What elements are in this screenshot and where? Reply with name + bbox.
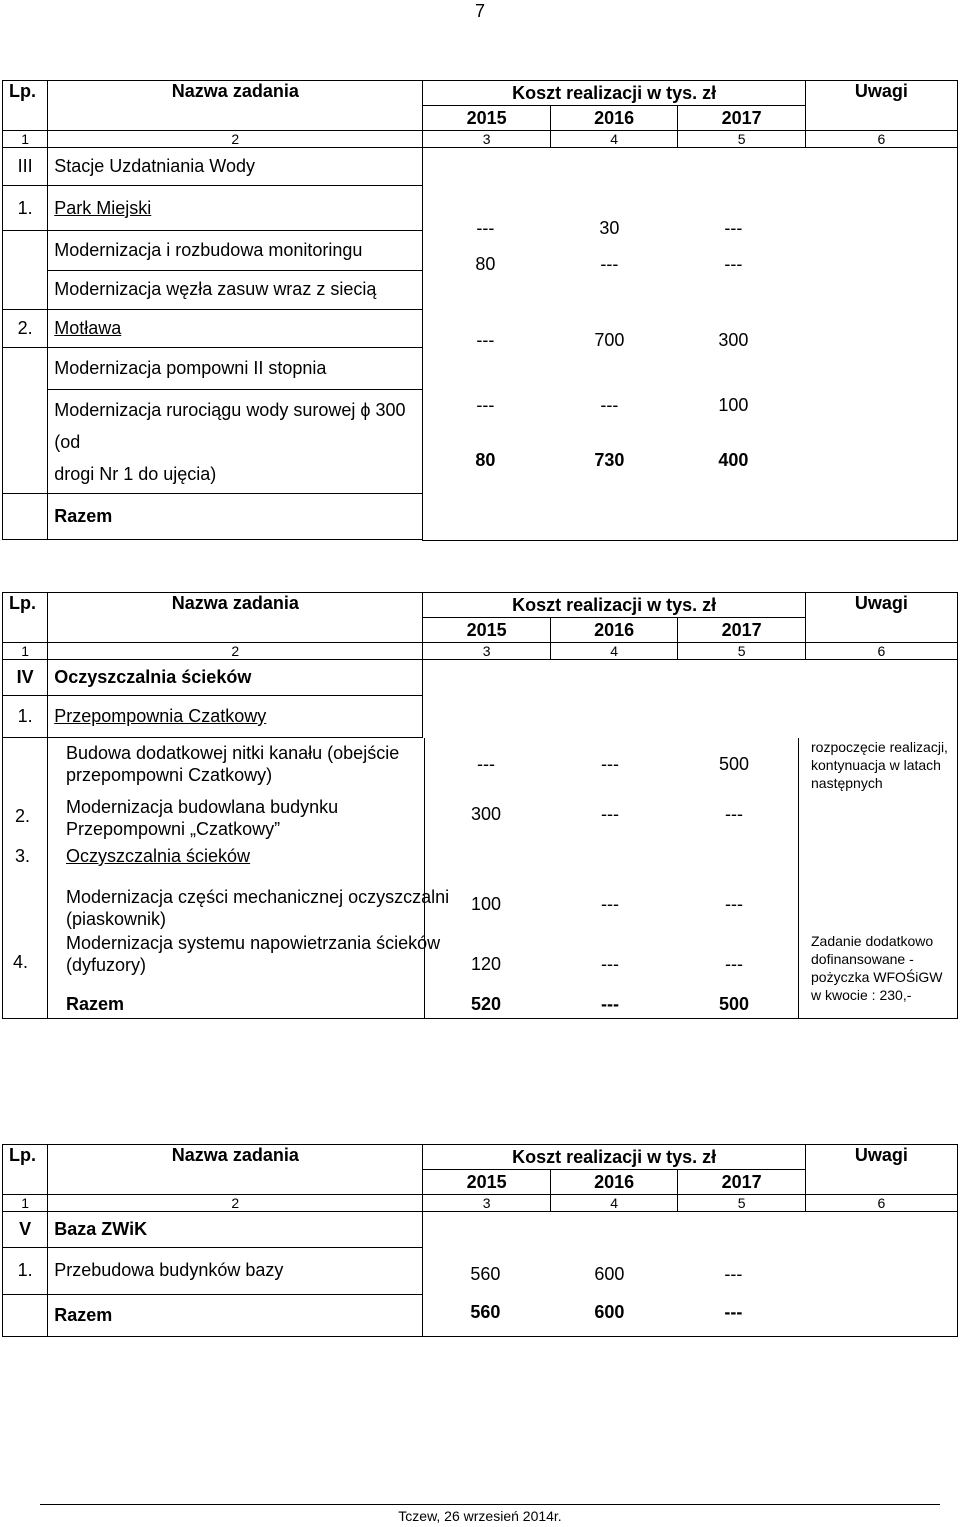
task-name-line: Modernizacja części mechanicznej oczyszczalni [66, 887, 450, 907]
col-num: 2 [48, 1195, 423, 1212]
group-title: Przepompownia Czatkowy [48, 696, 423, 738]
group-title: Oczyszczalnia ścieków [66, 846, 251, 866]
header-year: 2015 [423, 618, 550, 643]
task-name-line: (dyfuzory) [66, 955, 147, 975]
header-notes: Uwagi [805, 81, 957, 131]
cell-value: --- [725, 804, 743, 824]
cell-value: 120 [470, 954, 502, 974]
cell-value: --- [601, 804, 619, 824]
note-line: kontynuacja w latach [811, 757, 941, 773]
group-number: 1. [3, 186, 48, 231]
cell-value: --- [725, 954, 743, 974]
col-num: 3 [423, 643, 550, 660]
values-area [423, 148, 958, 541]
cell-value: --- [600, 254, 619, 274]
header-cost: Koszt realizacji w tys. zł [423, 1145, 805, 1170]
col-num: 5 [678, 1195, 805, 1212]
footer-place-date: Tczew, 26 wrzesień 2014r. [398, 1508, 562, 1524]
section-row [3, 148, 958, 186]
header-lp: Lp. [3, 1145, 48, 1195]
total-value: 730 [594, 450, 625, 470]
total-value: 80 [475, 450, 496, 470]
total-label: Razem [48, 1294, 423, 1336]
task-name-line: (piaskownik) [66, 909, 167, 929]
col-num: 2 [48, 643, 423, 660]
section-number: V [3, 1212, 48, 1248]
header-notes: Uwagi [805, 1145, 957, 1195]
task-name-line: Modernizacja systemu napowietrzania ścieków [66, 933, 441, 953]
section-row [3, 660, 958, 696]
header-year: 2015 [423, 106, 550, 131]
header-notes: Uwagi [805, 593, 957, 643]
task-name-line: Modernizacja budowlana budynku [66, 797, 339, 817]
task-name-line: Budowa dodatkowej nitki kanału (obejście [66, 743, 400, 763]
header-year: 2017 [678, 618, 805, 643]
header-name: Nazwa zadania [48, 1145, 423, 1195]
total-label: Razem [66, 994, 125, 1014]
row-number: 1. [3, 1248, 48, 1294]
cell-value: --- [601, 894, 619, 914]
total-value: 500 [718, 994, 750, 1014]
cell-value: --- [600, 395, 619, 415]
section-title: Oczyszczalnia ścieków [48, 660, 423, 696]
table-section-3 [2, 80, 958, 541]
header-row [3, 81, 958, 106]
group-number: 4. [13, 952, 29, 972]
page-number: 7 [474, 1, 485, 21]
column-number-row [3, 643, 958, 660]
col-num: 4 [550, 643, 677, 660]
col-num: 6 [805, 131, 957, 148]
total-value: --- [601, 994, 619, 1014]
group-number: 2. [15, 806, 31, 826]
header-cost: Koszt realizacji w tys. zł [423, 593, 805, 618]
header-year: 2017 [678, 106, 805, 131]
cell-value: 30 [599, 218, 620, 238]
header-row [3, 1145, 958, 1170]
cell-value: 500 [718, 754, 750, 774]
col-num: 6 [805, 643, 957, 660]
header-name: Nazwa zadania [48, 81, 423, 131]
note-line: rozpoczęcie realizacji, [811, 739, 948, 755]
task-name: Modernizacja i rozbudowa monitoringu [48, 230, 423, 270]
col-num: 4 [550, 131, 677, 148]
section-body [3, 738, 958, 1019]
column-number-row [3, 1195, 958, 1212]
cell-value: --- [601, 754, 619, 774]
task-name [48, 390, 423, 493]
cell-value: --- [476, 330, 495, 350]
header-year: 2016 [550, 1170, 677, 1195]
col-num: 2 [48, 131, 423, 148]
total-value: 400 [718, 450, 749, 470]
group-number: 2. [3, 309, 48, 347]
header-year: 2015 [423, 1170, 550, 1195]
note-line: w kwocie : 230,- [811, 987, 912, 1003]
section-row [3, 1212, 958, 1248]
task-name [66, 742, 399, 786]
total-value: 560 [470, 1302, 501, 1322]
col-num: 6 [805, 1195, 957, 1212]
col-num: 5 [678, 131, 805, 148]
cell-value: --- [724, 1264, 743, 1284]
group-title: Motława [48, 309, 423, 347]
header-lp: Lp. [3, 81, 48, 131]
col-num: 1 [3, 131, 48, 148]
group-number: 1. [3, 696, 48, 738]
cell-value: --- [724, 218, 743, 238]
header-year: 2016 [550, 106, 677, 131]
section-number: III [3, 148, 48, 186]
cell-value: --- [477, 754, 495, 774]
column-number-row [3, 131, 958, 148]
cell-value: 700 [594, 330, 625, 350]
header-lp: Lp. [3, 593, 48, 643]
note-line: dofinansowane - [811, 951, 914, 967]
total-value: --- [724, 1302, 743, 1322]
cell-value: --- [725, 894, 743, 914]
section-title: Stacje Uzdatniania Wody [48, 148, 423, 186]
header-year: 2017 [678, 1170, 805, 1195]
task-name: Modernizacja pompowni II stopnia [48, 347, 423, 390]
group-number: 3. [15, 846, 31, 866]
note [811, 932, 942, 1004]
task-name-line: przepompowni Czatkowy) [66, 765, 273, 785]
cell-value: 300 [470, 804, 502, 824]
col-num: 1 [3, 643, 48, 660]
col-num: 3 [423, 131, 550, 148]
total-value: 600 [594, 1302, 625, 1322]
cell-value: 100 [718, 395, 749, 415]
task-name [66, 886, 449, 930]
col-num: 5 [678, 643, 805, 660]
table-section-4 [2, 592, 958, 1019]
task-name-line: Modernizacja rurociągu wody surowej ϕ 300 (od [54, 399, 406, 452]
header-name: Nazwa zadania [48, 593, 423, 643]
cell-value: --- [601, 954, 619, 974]
cell-value: --- [476, 395, 495, 415]
section-number: IV [3, 660, 48, 696]
note-line: Zadanie dodatkowo [811, 933, 934, 949]
task-name [66, 796, 338, 840]
note-line: pożyczka WFOŚiGW [811, 969, 943, 985]
table-section-5 [2, 1144, 958, 1337]
cell-value: 600 [594, 1264, 625, 1284]
col-num: 3 [423, 1195, 550, 1212]
task-name: Modernizacja węzła zasuw wraz z siecią [48, 271, 423, 309]
cell-value: --- [476, 218, 495, 238]
task-name-line: drogi Nr 1 do ujęcia) [54, 463, 217, 484]
cell-value: --- [724, 254, 743, 274]
col-num: 4 [550, 1195, 677, 1212]
header-row [3, 593, 958, 618]
task-name: Przebudowa budynków bazy [48, 1248, 423, 1294]
cell-value: 300 [718, 330, 749, 350]
footer-divider [40, 1504, 940, 1505]
total-label: Razem [48, 493, 423, 540]
task-name-line: Przepompowni „Czatkowy” [66, 819, 281, 839]
header-year: 2016 [550, 618, 677, 643]
total-value: 520 [470, 994, 502, 1014]
cell-value: 100 [470, 894, 502, 914]
section-title: Baza ZWiK [48, 1212, 423, 1248]
cell-value: 80 [475, 254, 496, 274]
note [811, 738, 948, 792]
note-line: następnych [811, 775, 883, 791]
col-num: 1 [3, 1195, 48, 1212]
header-cost: Koszt realizacji w tys. zł [423, 81, 805, 106]
cell-value: 560 [470, 1264, 501, 1284]
task-name [66, 932, 440, 976]
group-title: Park Miejski [48, 186, 423, 231]
